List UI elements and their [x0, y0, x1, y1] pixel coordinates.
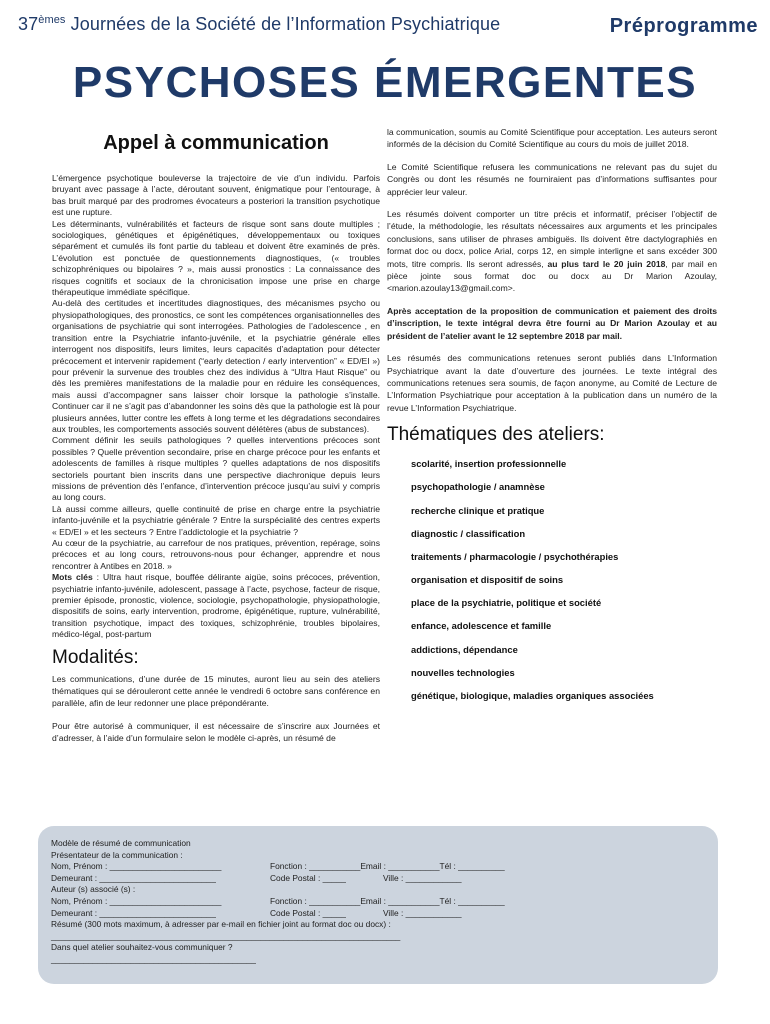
- author-address-field: Demeurant : _________________________: [51, 907, 216, 918]
- appel-paragraph-3: Au-delà des certitudes et incertitudes diagnostiques, des mécanismes psycho ou physiopathologiques, des pronostics, ce sont les compétences organisationnelles des organisations de psychiatrie qui sont interrogées. Pathologies de l’adolescence , en transition entre la Psychiatrie infanto-juvénile, et la psychiatrie générale elles interrogent nos dispositifs, leurs limites, leurs capacités d’adaptation pour détecter précocement et intervenir rapidement (“early detection / early intervention” « ED/EI ») pour prévenir la survenue des troubles chez des individus à “Ultra Haut Risque” ou dès les premières manifestations de la maladie pour en réduire les conséquences, mais aussi d’accompagner sans laisser choir lorsque la pathologie s’installe. Continuer car il ne s’agit pas d’abandonner les soins dès que la pathologie est là pour plusieurs années, lutter contre les effets à long terme et les dégradations secondaires aux troubles, les comportements associés souvent délétères (abus de substances).: [52, 298, 380, 434]
- appel-paragraph-2: Les déterminants, vulnérabilités et facteurs de risque sont sans doute multiples ; sociologiques, génétiques et épigénétiques, développementaux ou toxiques séparément et cumulés ils font partie du tableau et doivent être examinés de près. L’évolution est ponctuée de questionnements diagnostiques, (« troubles schizophréniques ou bipolaires ? », mais aussi pronostics : La connaissance des risques cognitifs et sociaux de la chronicisation impose une prise en charge thérapeutique immédiate spécifique.: [52, 218, 380, 298]
- right-paragraph-3: [387, 208, 717, 295]
- left-column: [52, 128, 380, 755]
- topic-item: enfance, adolescence et famille: [411, 620, 552, 632]
- presenter-name-field: Nom, Prénom : ________________________: [51, 861, 222, 872]
- keywords-text: : Ultra haut risque, bouffée délirante aigüe, soins précoces, prévention, psychiatrie infanto-juvénile, adolescent, passage à l’acte, psychose, facteur de risque, premier épisode, pronostic, violence, sociologie, psychopathologie, physiopathologie, dispositifs de soins, early intervention, prodrome, épigénétique, rupture, vulnérabilité, transition psychotique, impact des toxiques, schizophrénie, troubles bipolaires, médico-légal, post-partum: [52, 572, 380, 640]
- right-column: [387, 126, 717, 713]
- conference-name: Journées de la Société de l’Information Psychiatrique: [65, 14, 501, 34]
- page-title: PSYCHOSES ÉMERGENTES: [72, 58, 698, 107]
- topic-item: place de la psychiatrie, politique et société: [411, 597, 602, 609]
- right-paragraph-2: Le Comité Scientifique refusera les communications ne relevant pas du sujet du Congrès ou dont les résumés ne fourniraient pas d’informations suffisantes pour apprécier leur valeur.: [387, 161, 717, 197]
- thematiques-heading: Thématiques des ateliers:: [387, 424, 605, 446]
- abstract-form-box: [38, 826, 718, 984]
- presenter-city-field: Ville : ____________: [383, 872, 462, 883]
- author-function-field: Fonction : ___________Email : ___________Tél : __________: [270, 895, 505, 906]
- abstract-form: [51, 838, 691, 966]
- presenter-function-field: Fonction : ___________Email : ___________Tél : __________: [270, 861, 505, 872]
- form-workshop-question: Dans quel atelier souhaitez-vous communiquer ?: [51, 942, 233, 953]
- conference-ordinal: èmes: [38, 14, 66, 26]
- right-paragraph-4: Après acceptation de la proposition de communication et paiement des droits d’inscription, le texte intégral devra être fourni au Dr Marion Azoulay et au président de l’atelier avant le 12 septembre 2018 par mail.: [387, 305, 717, 341]
- right-paragraph-1: la communication, soumis au Comité Scientifique pour acceptation. Les auteurs seront informés de la décision du Comité Scientifique au cours du mois de juillet 2018.: [387, 127, 717, 150]
- topic-item: nouvelles technologies: [411, 666, 515, 678]
- presenter-postcode-field: Code Postal : _____: [270, 872, 346, 883]
- topic-item: recherche clinique et pratique: [411, 504, 545, 516]
- modalites-paragraph-2: Pour être autorisé à communiquer, il est nécessaire de s’inscrire aux Journées et d’adresser, à l’aide d’un formulaire selon le modèle ci-après, un résumé de: [52, 720, 380, 744]
- author-name-field: Nom, Prénom : ________________________: [51, 895, 222, 906]
- modalites-paragraph-1: Les communications, d’une durée de 15 minutes, auront lieu au sein des ateliers thématiques qui se dérouleront cette année le vendredi 6 octobre sans conférence en parallèle, afin de leur redonner une place prépondérante.: [52, 673, 380, 709]
- topic-item: traitements / pharmacologie / psychothérapies: [411, 550, 619, 562]
- deadline-text: au plus tard le 20 juin 2018: [547, 258, 666, 269]
- keywords-paragraph: [52, 572, 380, 640]
- topic-item: psychopathologie / anamnèse: [411, 481, 545, 493]
- header-bar: [18, 14, 758, 40]
- topics-list: [387, 458, 717, 713]
- summary-line: ___________________________________________________________________________: [51, 930, 401, 941]
- appel-paragraph-1: L’émergence psychotique bouleverse la trajectoire de vie d’un individu. Parfois bruyant avec passage à l’acte, déroutant souvent, énigmatique pour l’entourage, à bas bruit marqué par des prodromes évocateurs a posteriori la transition psychotique est une rupture.: [52, 173, 380, 218]
- topic-item: addictions, dépendance: [411, 643, 518, 655]
- topic-item: diagnostic / classification: [411, 527, 526, 539]
- topic-item: organisation et dispositif de soins: [411, 574, 564, 586]
- appel-paragraph-4: Comment définir les seuils pathologiques ? quelles interventions précoces sont possibles ? Quelle prévention secondaire, prise en charge précoce pour les enfants et adolescents de familles à risque multiples ? quelles adaptations de nos dispositifs sectoriels pourtant bien inscrits dans une perspective diachronique depuis leurs missions de prévention dès l’enfance, d’intervention précoce jusqu’au suivi y compris au long cours.: [52, 435, 380, 503]
- preprogramme-label: Préprogramme: [609, 15, 758, 37]
- topic-item: scolarité, insertion professionnelle: [411, 458, 567, 470]
- topic-item: génétique, biologique, maladies organiques associées: [411, 690, 654, 701]
- form-authors-label: Auteur (s) associé (s) :: [51, 884, 136, 895]
- appel-heading: Appel à communication: [103, 132, 329, 154]
- appel-paragraph-6: Au cœur de la psychiatrie, au carrefour de nos pratiques, prévention, repérage, soins précoces et au long cours, retrouvons-nous pour échanger, apprendre et nous rencontrer à Antibes en 2018. »: [52, 538, 380, 571]
- presenter-address-field: Demeurant : _________________________: [51, 872, 216, 883]
- conference-title: [18, 14, 500, 35]
- workshop-line: ____________________________________________: [51, 953, 256, 964]
- appel-paragraph-5: Là aussi comme ailleurs, quelle continuité de prise en charge entre la psychiatrie infanto-juvénile et la psychiatrie générale ? Entre la surspécialité des centres experts « ED/EI » et les secteurs ? Entre l’addictologie et la psychiatrie ?: [52, 503, 380, 537]
- form-title: Modèle de résumé de communication: [51, 838, 191, 848]
- right-paragraph-5: Les résumés des communications retenues seront publiés dans L’Information Psychiatrique avant la date d’ouverture des journées. Le texte intégral des communications retenues sera soumis, de façon anonyme, au Comité de Lecture de L’Information Psychiatrique pour acceptation à la publication dans un numéro de la revue L’Information Psychiatrique.: [387, 353, 717, 413]
- modalites-heading: Modalités:: [52, 646, 139, 668]
- conference-number: 37: [18, 14, 39, 34]
- keywords-label: Mots clés: [52, 572, 93, 583]
- author-postcode-field: Code Postal : _____: [270, 907, 346, 918]
- author-city-field: Ville : ____________: [383, 907, 462, 918]
- form-summary-label: Résumé (300 mots maximum, à adresser par e-mail en fichier joint au format doc ou docx) :: [51, 919, 391, 930]
- form-presenter-label: Présentateur de la communication :: [51, 849, 183, 860]
- right-paragraph-3-end: , par mail en pièce jointe sous format doc ou docx au Dr Marion Azoulay, <marion.azoulay13@gmail.com>.: [387, 258, 717, 294]
- right-paragraph-3-start: Les résumés doivent comporter un titre précis et informatif, préciser l’objectif de l’étude, la méthodologie, les résultats nécessaires aux arguments et les principales conclusions, sans utiliser de phrases ambiguës. Ils doivent être dactylographiés en format doc ou docx, police Arial, corps 12, en simple interligne et sans excéder 300 mots, titre compris. Ils seront adressés,: [387, 209, 717, 269]
